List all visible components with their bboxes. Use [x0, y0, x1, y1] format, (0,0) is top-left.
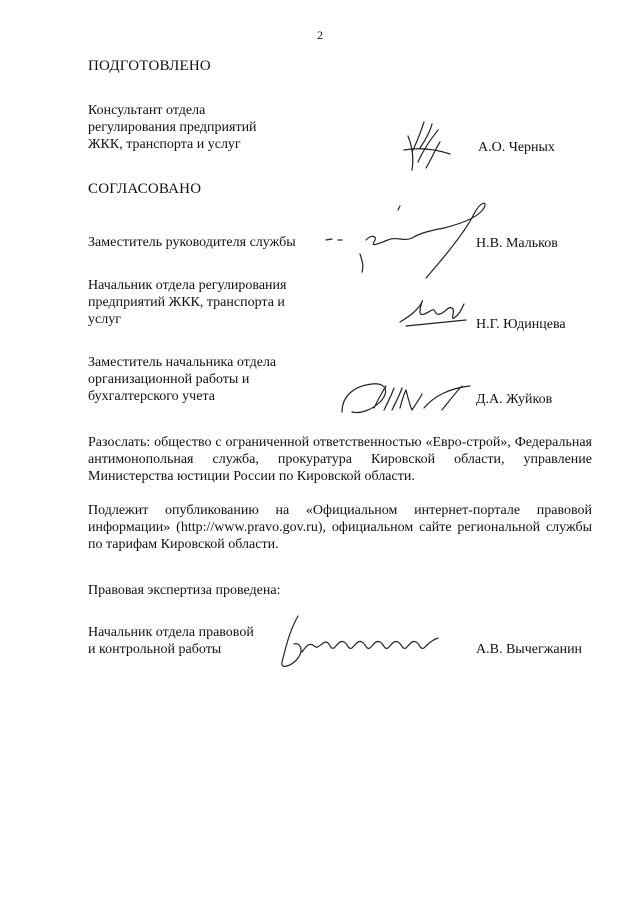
- role-line: услуг: [88, 312, 121, 327]
- role-line: предприятий ЖКК, транспорта и: [88, 295, 285, 310]
- legal-review-name: А.В. Вычегжанин: [476, 642, 583, 657]
- page-number: 2: [317, 28, 323, 42]
- prepared-role: [88, 102, 257, 153]
- role-line: ЖКК, транспорта и услуг: [88, 137, 241, 152]
- signer-name: Н.Г. Юдинцева: [476, 317, 566, 332]
- signature-zhuikov: [338, 378, 478, 420]
- signature-malkov: [322, 196, 492, 282]
- prepared-name: А.О. Черных: [478, 140, 555, 155]
- role-line: Заместитель руководителя службы: [88, 235, 296, 250]
- publication-paragraph: Подлежит опубликованию на «Официальном интернет-портале правовой информации» (http://www.pravo.gov.ru), официальном сайте региональной службы по тарифам Кировской области.: [88, 503, 592, 552]
- signer-role: [88, 354, 276, 405]
- role-line: бухгалтерского учета: [88, 389, 215, 404]
- signature-chernykh: [398, 118, 458, 180]
- legal-review-statement: Правовая экспертиза проведена:: [88, 583, 281, 598]
- signature-vychegzhanin: [268, 612, 446, 674]
- agreed-heading: СОГЛАСОВАНО: [88, 181, 202, 197]
- prepared-heading: ПОДГОТОВЛЕНО: [88, 58, 211, 74]
- role-line: Начальник отдела регулирования: [88, 278, 287, 293]
- role-line: и контрольной работы: [88, 642, 222, 657]
- role-line: регулирования предприятий: [88, 120, 257, 135]
- legal-review-role: [88, 624, 254, 658]
- signer-role: [88, 234, 296, 251]
- role-line: Заместитель начальника отдела: [88, 355, 277, 370]
- role-line: организационной работы и: [88, 372, 250, 387]
- signature-yudintseva: [396, 296, 468, 330]
- role-line: Консультант отдела: [88, 103, 206, 118]
- signer-name: Н.В. Мальков: [476, 236, 558, 251]
- signer-role: [88, 277, 286, 328]
- distribution-paragraph: Разослать: общество с ограниченной ответственностью «Евро-строй», Федеральная антимонопольная служба, прокуратура Кировской области, управление Министерства юстиции России по Кировской области.: [88, 435, 592, 484]
- signer-name: Д.А. Жуйков: [476, 392, 553, 407]
- role-line: Начальник отдела правовой: [88, 625, 254, 640]
